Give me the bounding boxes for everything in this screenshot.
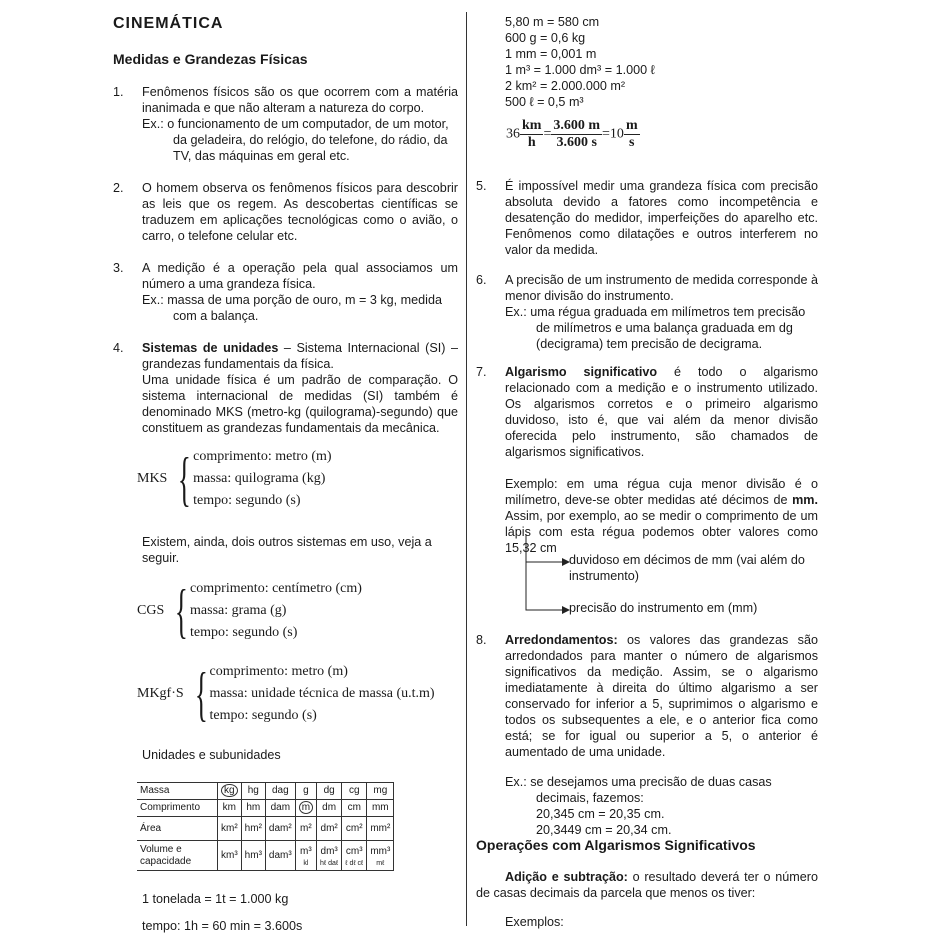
rounding-example: 20,3449 cm = 20,34 cm. bbox=[536, 823, 672, 837]
table-cell: dam³ bbox=[265, 841, 295, 871]
item-bold: Sistemas de unidades bbox=[142, 341, 279, 355]
table-cell bbox=[317, 841, 342, 871]
arrow-label-duvidoso: duvidoso em décimos de mm (vai além do instrumento) bbox=[569, 553, 805, 583]
item-example: Ex.: massa de uma porção de ouro, m = 3 kg, medida com a balança. bbox=[142, 293, 442, 323]
arrow-label-precisao: precisão do instrumento em (mm) bbox=[569, 601, 758, 615]
table-row bbox=[137, 817, 394, 841]
table-cell: g bbox=[295, 783, 316, 800]
table-cell: cm² bbox=[342, 817, 367, 841]
table-cell: dam bbox=[265, 800, 295, 817]
arrow-diagram bbox=[516, 534, 576, 618]
item-text: É impossível medir uma grandeza física com precisão absoluta devido a fatores como incompetência e desatenção do medidor, imperfeições do aparelho etc. Fenômenos como dilatações e outros interferem no valor da medida. bbox=[505, 179, 818, 257]
table-cell: mm² bbox=[367, 817, 394, 841]
table-cell: km² bbox=[218, 817, 242, 841]
conversion-line: 1 m³ = 1.000 dm³ = 1.000 ℓ bbox=[505, 63, 655, 77]
item-number: 5. bbox=[476, 179, 487, 193]
mkgfs-line: massa: unidade técnica de massa (u.t.m) bbox=[209, 686, 435, 701]
cell-main: cm³ bbox=[345, 845, 363, 857]
item-text bbox=[505, 364, 818, 460]
tempo-line: tempo: 1h = 60 min = 3.600s bbox=[142, 919, 303, 933]
item-bold: Arredondamentos: bbox=[505, 633, 618, 647]
table-cell: dag bbox=[265, 783, 295, 800]
item-text-part: os valores das grandezas são arredondados para manter o número de algarismos significativos da medição. Assim, se o algarismo imediatamente à direita do último algarismo a ser conservado for inferior a 5, suprimimos o algarismo e todos os subsequentes a ele, e o anterior fica como está; se for igual ou superior a 5, o anterior é aumentado de uma unidade. bbox=[505, 633, 818, 759]
rounding-example: 20,345 cm = 20,35 cm. bbox=[536, 807, 665, 821]
fraction bbox=[551, 118, 602, 151]
item-3 bbox=[113, 260, 458, 324]
item-bold: Algarismo significativo bbox=[505, 365, 658, 379]
section-title-medidas: Medidas e Grandezas Físicas bbox=[113, 51, 308, 67]
formula-part: = bbox=[543, 126, 552, 142]
table-cell bbox=[295, 800, 316, 817]
table-cell: Massa bbox=[137, 783, 218, 800]
cell-sub bbox=[320, 860, 338, 868]
frac-den: 3.600 s bbox=[556, 135, 597, 150]
item-1 bbox=[113, 84, 458, 164]
conversion-list bbox=[505, 14, 847, 110]
cell-sub: mℓ bbox=[376, 859, 385, 867]
table-cell: hm² bbox=[241, 817, 265, 841]
item-example: Ex.: uma régua graduada em milímetros tem precisão de milímetros e uma balança graduada em dg (decigrama) tem precisão de decigrama. bbox=[505, 305, 806, 351]
mks-label: MKS bbox=[137, 471, 168, 486]
brace-icon: { bbox=[194, 661, 208, 727]
unidades-title: Unidades e subunidades bbox=[142, 748, 281, 762]
speed-formula bbox=[506, 118, 848, 151]
item-number: 8. bbox=[476, 633, 487, 647]
mkgfs-line: tempo: segundo (s) bbox=[209, 708, 317, 723]
table-cell: hm bbox=[241, 800, 265, 817]
conversion-line: 2 km² = 2.000.000 m² bbox=[505, 79, 626, 93]
formula-part: =10 bbox=[602, 126, 624, 142]
mks-line: comprimento: metro (m) bbox=[193, 449, 332, 464]
cgs-line: comprimento: centímetro (cm) bbox=[190, 581, 362, 596]
example-part: Assim, por exemplo, ao se medir o comprimento de um lápis com esta régua podemos obter valores como 15,32 cm bbox=[505, 509, 818, 555]
tonelada-line: 1 tonelada = 1t = 1.000 kg bbox=[142, 892, 289, 906]
table-cell: dg bbox=[317, 783, 342, 800]
table-row bbox=[137, 841, 394, 871]
circled-unit: kg bbox=[221, 784, 238, 797]
table-cell bbox=[218, 783, 242, 800]
column-divider bbox=[466, 12, 467, 926]
table-cell: Volume e capacidade bbox=[137, 841, 218, 871]
existem-text: Existem, ainda, dois outros sistemas em uso, veja a seguir. bbox=[142, 535, 432, 565]
mkgfs-label: MKgf·S bbox=[137, 686, 184, 701]
item-text-2: Uma unidade física é um padrão de comparação. O sistema internacional de medidas (SI) também é denominado MKS (metro-kg (quilograma)-segundo) que constituem as grandezas fundamentais da mecânica. bbox=[142, 373, 458, 435]
table-cell: hg bbox=[241, 783, 265, 800]
fraction bbox=[624, 118, 640, 151]
cell-main: m³ bbox=[300, 845, 312, 857]
item-number: 3. bbox=[113, 261, 124, 275]
cgs-label: CGS bbox=[137, 603, 165, 618]
item-text: A medição é a operação pela qual associamos um número a uma grandeza física. bbox=[142, 261, 458, 291]
frac-den: h bbox=[527, 135, 536, 150]
mks-line: tempo: segundo (s) bbox=[193, 493, 301, 508]
table-cell: dm bbox=[317, 800, 342, 817]
exemplos-label: Exemplos: bbox=[505, 915, 564, 929]
cell-sub-item: ℓ bbox=[345, 859, 348, 867]
table-cell: dam² bbox=[265, 817, 295, 841]
conversion-line: 500 ℓ = 0,5 m³ bbox=[505, 95, 584, 109]
item-text bbox=[505, 632, 818, 760]
frac-num: m bbox=[625, 118, 638, 133]
item-text bbox=[142, 340, 458, 372]
section-title-operacoes: Operações com Algarismos Significativos bbox=[476, 837, 756, 853]
table-row bbox=[137, 783, 394, 800]
example-part: Exemplo: em uma régua cuja menor divisão é o milímetro, deve-se obter medidas até décimos de bbox=[505, 477, 818, 507]
frac-num: 3.600 m bbox=[553, 118, 601, 133]
mks-system bbox=[137, 446, 332, 512]
item-number: 4. bbox=[113, 341, 124, 355]
mks-line: massa: quilograma (kg) bbox=[193, 471, 326, 486]
item-7 bbox=[476, 364, 818, 556]
chapter-title: CINEMÁTICA bbox=[113, 15, 224, 32]
item-2 bbox=[113, 180, 458, 244]
table-cell: m² bbox=[295, 817, 316, 841]
brace-icon: { bbox=[175, 578, 189, 644]
conversion-line: 5,80 m = 580 cm bbox=[505, 15, 600, 29]
table-cell: Comprimento bbox=[137, 800, 218, 817]
example-bold: mm. bbox=[792, 493, 818, 507]
item-text: O homem observa os fenômenos físicos para descobrir as leis que os regem. As descobertas científicas se traduzem em aplicações tecnológicas como o avião, o carro, o telefone celular etc. bbox=[142, 181, 458, 243]
item-text: A precisão de um instrumento de medida corresponde à menor divisão do instrumento. bbox=[505, 273, 818, 303]
item-6 bbox=[476, 272, 818, 352]
table-cell: cg bbox=[342, 783, 367, 800]
item-number: 2. bbox=[113, 181, 124, 195]
item-number: 1. bbox=[113, 85, 124, 99]
cell-sub bbox=[345, 860, 363, 868]
frac-den: s bbox=[629, 135, 635, 150]
item-text-part: – Sistema Internacional (SI) – grandezas fundamentais da física. bbox=[142, 341, 458, 371]
conversion-line: 1 mm = 0,001 m bbox=[505, 47, 597, 61]
table-cell bbox=[367, 841, 394, 871]
cell-main: mm³ bbox=[370, 845, 391, 857]
cell-sub-item: hℓ bbox=[320, 859, 327, 867]
units-table bbox=[137, 782, 394, 871]
frac-num: km bbox=[522, 118, 542, 133]
item-4 bbox=[113, 340, 458, 436]
cell-sub-item: dℓ bbox=[349, 859, 356, 867]
cell-main: dm³ bbox=[320, 845, 338, 857]
mkgfs-line: comprimento: metro (m) bbox=[209, 664, 348, 679]
cgs-line: massa: grama (g) bbox=[190, 603, 287, 618]
item-example: Ex.: o funcionamento de um computador, de um motor, da geladeira, do relógio, do telefone, do rádio, da TV, das máquinas em geral etc. bbox=[142, 117, 449, 163]
item-text-part: é todo o algarismo relacionado com a medição e o instrumento utilizado. Os algarismos corretos e o primeiro algarismo duvidoso, isto é, que vai além da menor divisão oferecida pelo instrumento, são chamados de algarismos significativos. bbox=[505, 365, 819, 459]
brace-icon: { bbox=[178, 446, 192, 512]
cgs-system bbox=[137, 578, 362, 644]
adicao-bold: Adição e subtração: bbox=[505, 870, 628, 884]
table-cell: dm² bbox=[317, 817, 342, 841]
conversion-line: 600 g = 0,6 kg bbox=[505, 31, 586, 45]
item-5 bbox=[476, 178, 818, 258]
item-number: 7. bbox=[476, 365, 487, 379]
mkgfs-system bbox=[137, 661, 435, 727]
fraction bbox=[520, 118, 543, 151]
table-cell bbox=[295, 841, 316, 871]
cell-sub-item: cℓ bbox=[357, 859, 364, 867]
item-text: Fenômenos físicos são os que ocorrem com a matéria inanimada e que não alteram a natureza do corpo. bbox=[142, 85, 458, 115]
item-example: Ex.: se desejamos uma precisão de duas casas decimais, fazemos: bbox=[505, 775, 772, 805]
table-cell: cm bbox=[342, 800, 367, 817]
table-cell: hm³ bbox=[241, 841, 265, 871]
adicao-part: o resultado deverá ter o número de casas decimais da parcela que menos os tiver: bbox=[476, 870, 819, 900]
item-number: 6. bbox=[476, 273, 487, 287]
cgs-line: tempo: segundo (s) bbox=[190, 625, 298, 640]
table-row bbox=[137, 800, 394, 817]
adicao-text bbox=[476, 869, 818, 901]
circled-unit: m bbox=[299, 801, 313, 814]
table-cell: mm bbox=[367, 800, 394, 817]
item-8 bbox=[476, 632, 818, 838]
cell-sub-item: daℓ bbox=[328, 859, 339, 867]
cell-sub: kl bbox=[303, 859, 309, 867]
table-cell: km bbox=[218, 800, 242, 817]
formula-part: 36 bbox=[506, 126, 520, 142]
table-cell bbox=[342, 841, 367, 871]
table-cell: Área bbox=[137, 817, 218, 841]
table-cell: mg bbox=[367, 783, 394, 800]
table-cell: km³ bbox=[218, 841, 242, 871]
